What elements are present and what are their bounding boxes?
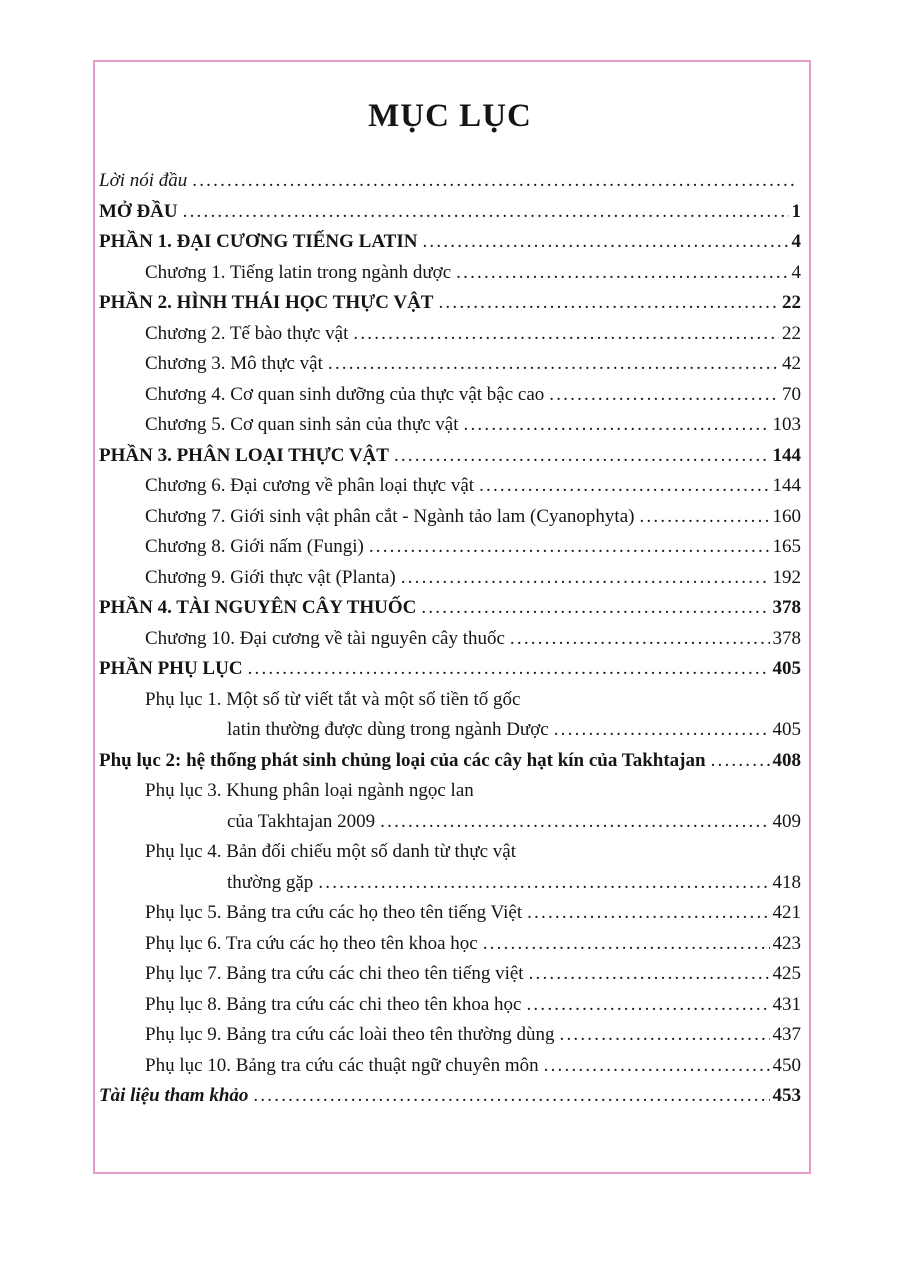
dotted-leader (192, 166, 798, 197)
page-number: 418 (772, 871, 801, 893)
page-number: 22 (782, 322, 801, 344)
page-number: 423 (772, 932, 801, 954)
page-number: 4 (791, 261, 801, 283)
dotted-leader (394, 441, 770, 472)
toc-entry-label: Chương 6. Đại cương về phân loại thực vật (145, 475, 475, 496)
dotted-leader (318, 868, 769, 899)
page-number: 42 (782, 353, 801, 374)
toc-entry (99, 959, 801, 990)
toc-entry-label: PHẦN 3. PHÂN LOẠI THỰC VẬT (99, 444, 389, 466)
dotted-leader (438, 288, 779, 319)
toc-entry (99, 319, 801, 350)
toc-entry (99, 837, 801, 868)
toc-entry (99, 1051, 801, 1082)
toc-entry (99, 166, 801, 197)
toc-entry (99, 288, 801, 319)
toc-entry (99, 410, 801, 441)
page-number: 4 (791, 231, 801, 252)
toc-entry-label: Phụ lục 7. Bảng tra cứu các chi theo tên tiếng việt (145, 963, 524, 984)
dotted-leader (527, 898, 769, 929)
toc-entry (99, 776, 801, 807)
toc-entry-label: Lời nói đầu (99, 170, 188, 191)
toc-list (99, 166, 801, 1112)
page-number: 103 (772, 414, 801, 435)
toc-entry (99, 593, 801, 624)
page-number: 1 (791, 200, 801, 222)
page-number: 450 (772, 1054, 801, 1076)
toc-entry (99, 197, 801, 228)
toc-entry-label: Chương 9. Giới thực vật (Planta) (145, 566, 396, 588)
toc-entry-label: Chương 1. Tiếng latin trong ngành dược (145, 261, 452, 283)
dotted-leader (183, 197, 789, 228)
toc-entry-label-continuation: latin thường được dùng trong ngành Dược (227, 719, 549, 740)
page-number: 437 (772, 1024, 801, 1045)
toc-entry (99, 441, 801, 472)
dotted-leader (369, 532, 770, 563)
dotted-leader (422, 227, 788, 258)
toc-entry (99, 807, 801, 838)
page-number: 160 (772, 505, 801, 527)
dotted-leader (510, 624, 770, 655)
toc-entry-label: PHẦN 2. HÌNH THÁI HỌC THỰC VẬT (99, 292, 434, 313)
page-number: 405 (772, 658, 801, 679)
dotted-leader (248, 654, 770, 685)
toc-entry-label: Chương 8. Giới nấm (Fungi) (145, 536, 364, 557)
dotted-leader (328, 349, 779, 380)
dotted-leader (529, 959, 770, 990)
page-number: 378 (772, 627, 801, 649)
dotted-leader (711, 746, 770, 777)
toc-entry (99, 227, 801, 258)
dotted-leader (421, 593, 769, 624)
page-number: 144 (772, 444, 801, 466)
toc-entry-label-continuation: thường gặp (227, 871, 314, 893)
dotted-leader (456, 258, 788, 289)
toc-entry (99, 349, 801, 380)
toc-entry-label: Phụ lục 1. Một số từ viết tắt và một số tiền tố gốc (145, 688, 521, 710)
dotted-leader (483, 929, 770, 960)
page-number: 409 (772, 810, 801, 832)
toc-entry-label: Tài liệu tham khảo (99, 1085, 249, 1106)
page-number: 165 (772, 536, 801, 557)
toc-entry-label: Chương 4. Cơ quan sinh dưỡng của thực vật bậc cao (145, 383, 545, 405)
page-number: 408 (772, 749, 801, 771)
page-number: 421 (772, 902, 801, 923)
dotted-leader (353, 319, 779, 350)
toc-entry (99, 471, 801, 502)
toc-entry (99, 654, 801, 685)
toc-entry-label: PHẦN 4. TÀI NGUYÊN CÂY THUỐC (99, 597, 417, 618)
toc-entry-label: Phụ lục 9. Bảng tra cứu các loài theo tên thường dùng (145, 1024, 555, 1045)
toc-entry-label: MỞ ĐẦU (99, 200, 178, 222)
page-number: 144 (772, 475, 801, 496)
dotted-leader (479, 471, 769, 502)
dotted-leader (560, 1020, 770, 1051)
toc-entry (99, 258, 801, 289)
page-number: 22 (782, 292, 801, 313)
page-number: 70 (782, 383, 801, 405)
toc-entry-label: Phụ lục 3. Khung phân loại ngành ngọc lan (145, 780, 474, 801)
dotted-leader (526, 990, 769, 1021)
toc-entry-label: Phụ lục 8. Bảng tra cứu các chi theo tên khoa học (145, 993, 522, 1015)
page-number: 192 (772, 566, 801, 588)
toc-entry-label: Chương 10. Đại cương về tài nguyên cây thuốc (145, 627, 505, 649)
dotted-leader (554, 715, 770, 746)
toc-entry-label: Phụ lục 4. Bản đối chiếu một số danh từ thực vật (145, 841, 516, 862)
dotted-leader (253, 1081, 769, 1112)
toc-entry (99, 898, 801, 929)
toc-entry-label: Chương 3. Mô thực vật (145, 353, 323, 374)
toc-entry-label: Chương 5. Cơ quan sinh sản của thực vật (145, 414, 459, 435)
toc-entry-label: Chương 7. Giới sinh vật phân cắt - Ngành tảo lam (Cyanophyta) (145, 505, 635, 527)
dotted-leader (639, 502, 769, 533)
scanned-document-page (93, 60, 811, 1174)
toc-entry (99, 563, 801, 594)
toc-entry (99, 380, 801, 411)
toc-entry (99, 746, 801, 777)
dotted-leader (549, 380, 779, 411)
toc-entry (99, 1020, 801, 1051)
toc-entry (99, 532, 801, 563)
toc-entry-label: Phụ lục 2: hệ thống phát sinh chủng loại của các cây hạt kín của Takhtajan (99, 749, 706, 771)
page-number: 378 (772, 597, 801, 618)
toc-entry-label: Phụ lục 5. Bảng tra cứu các họ theo tên tiếng Việt (145, 902, 523, 923)
toc-entry (99, 1081, 801, 1112)
page-number: 431 (772, 993, 801, 1015)
toc-entry-label-continuation: của Takhtajan 2009 (227, 810, 376, 832)
toc-entry (99, 502, 801, 533)
toc-entry-label: Phụ lục 10. Bảng tra cứu các thuật ngữ chuyên môn (145, 1054, 539, 1076)
toc-entry (99, 868, 801, 899)
page-title: MỤC LỤC (368, 98, 532, 134)
toc-entry (99, 990, 801, 1021)
toc-entry (99, 624, 801, 655)
dotted-leader (380, 807, 769, 838)
toc-entry-label: Chương 2. Tế bào thực vật (145, 322, 349, 344)
toc-entry-label: Phụ lục 6. Tra cứu các họ theo tên khoa học (145, 932, 478, 954)
page-number: 453 (772, 1085, 801, 1106)
page-number: 405 (772, 719, 801, 740)
toc-entry (99, 715, 801, 746)
toc-entry (99, 685, 801, 716)
dotted-leader (401, 563, 770, 594)
dotted-leader (464, 410, 770, 441)
page-number: 425 (772, 963, 801, 984)
dotted-leader (544, 1051, 770, 1082)
toc-entry (99, 929, 801, 960)
toc-entry-label: PHẦN 1. ĐẠI CƯƠNG TIẾNG LATIN (99, 231, 418, 252)
toc-entry-label: PHẦN PHỤ LỤC (99, 658, 243, 679)
